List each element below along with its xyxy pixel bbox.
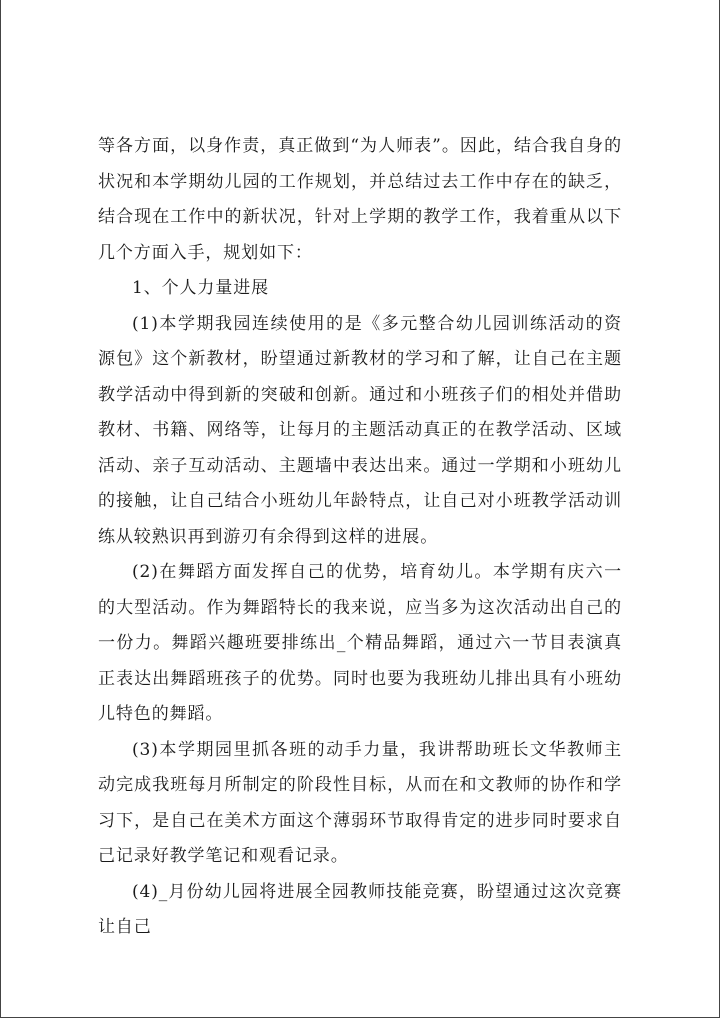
document-body xyxy=(98,129,622,946)
paragraph-item-3: (3)本学期园里抓各班的动手力量，我讲帮助班长文华教师主动完成我班每月所制定的阶段性目标，从而在和文教师的协作和学习下，是自己在美术方面这个薄弱环节取得肯定的进步同时要求自己记录好教学笔记和观看记录。 xyxy=(98,739,622,866)
paragraph-intro: 等各方面，以身作责，真正做到“为人师表”。因此，结合我自身的状况和本学期幼儿园的工作规划，并总结过去工作中存在的缺乏，结合现在工作中的新状况，针对上学期的教学工作，我着重从以下几个方面入手，规划如下： xyxy=(98,136,622,263)
page-border-left xyxy=(0,0,1,1018)
section-heading-personal-development: 1、个人力量进展 xyxy=(132,278,270,298)
paragraph-item-1: (1)本学期我园连续使用的是《多元整合幼儿园训练活动的资源包》这个新教材，盼望通过新教材的学习和了解，让自己在主题教学活动中得到新的突破和创新。通过和小班孩子们的相处并借助教材、书籍、网络等，让每月的主题活动真正的在教学活动、区域活动、亲子互动活动、主题墙中表达出来。通过一学期和小班幼儿的接触，让自己结合小班幼儿年龄特点，让自己对小班教学活动训练从较熟识再到游刃有余得到这样的进展。 xyxy=(98,313,622,547)
paragraph-item-2: (2)在舞蹈方面发挥自己的优势，培育幼儿。本学期有庆六一的大型活动。作为舞蹈特长的我来说，应当多为这次活动出自己的一份力。舞蹈兴趣班要排练出_个精品舞蹈，通过六一节目表演真正表达出舞蹈班孩子的优势。同时也要为我班幼儿排出具有小班幼儿特色的舞蹈。 xyxy=(98,562,622,724)
paragraph-item-4: (4)_月份幼儿园将进展全园教师技能竞赛，盼望通过这次竞赛让自己 xyxy=(98,881,622,937)
